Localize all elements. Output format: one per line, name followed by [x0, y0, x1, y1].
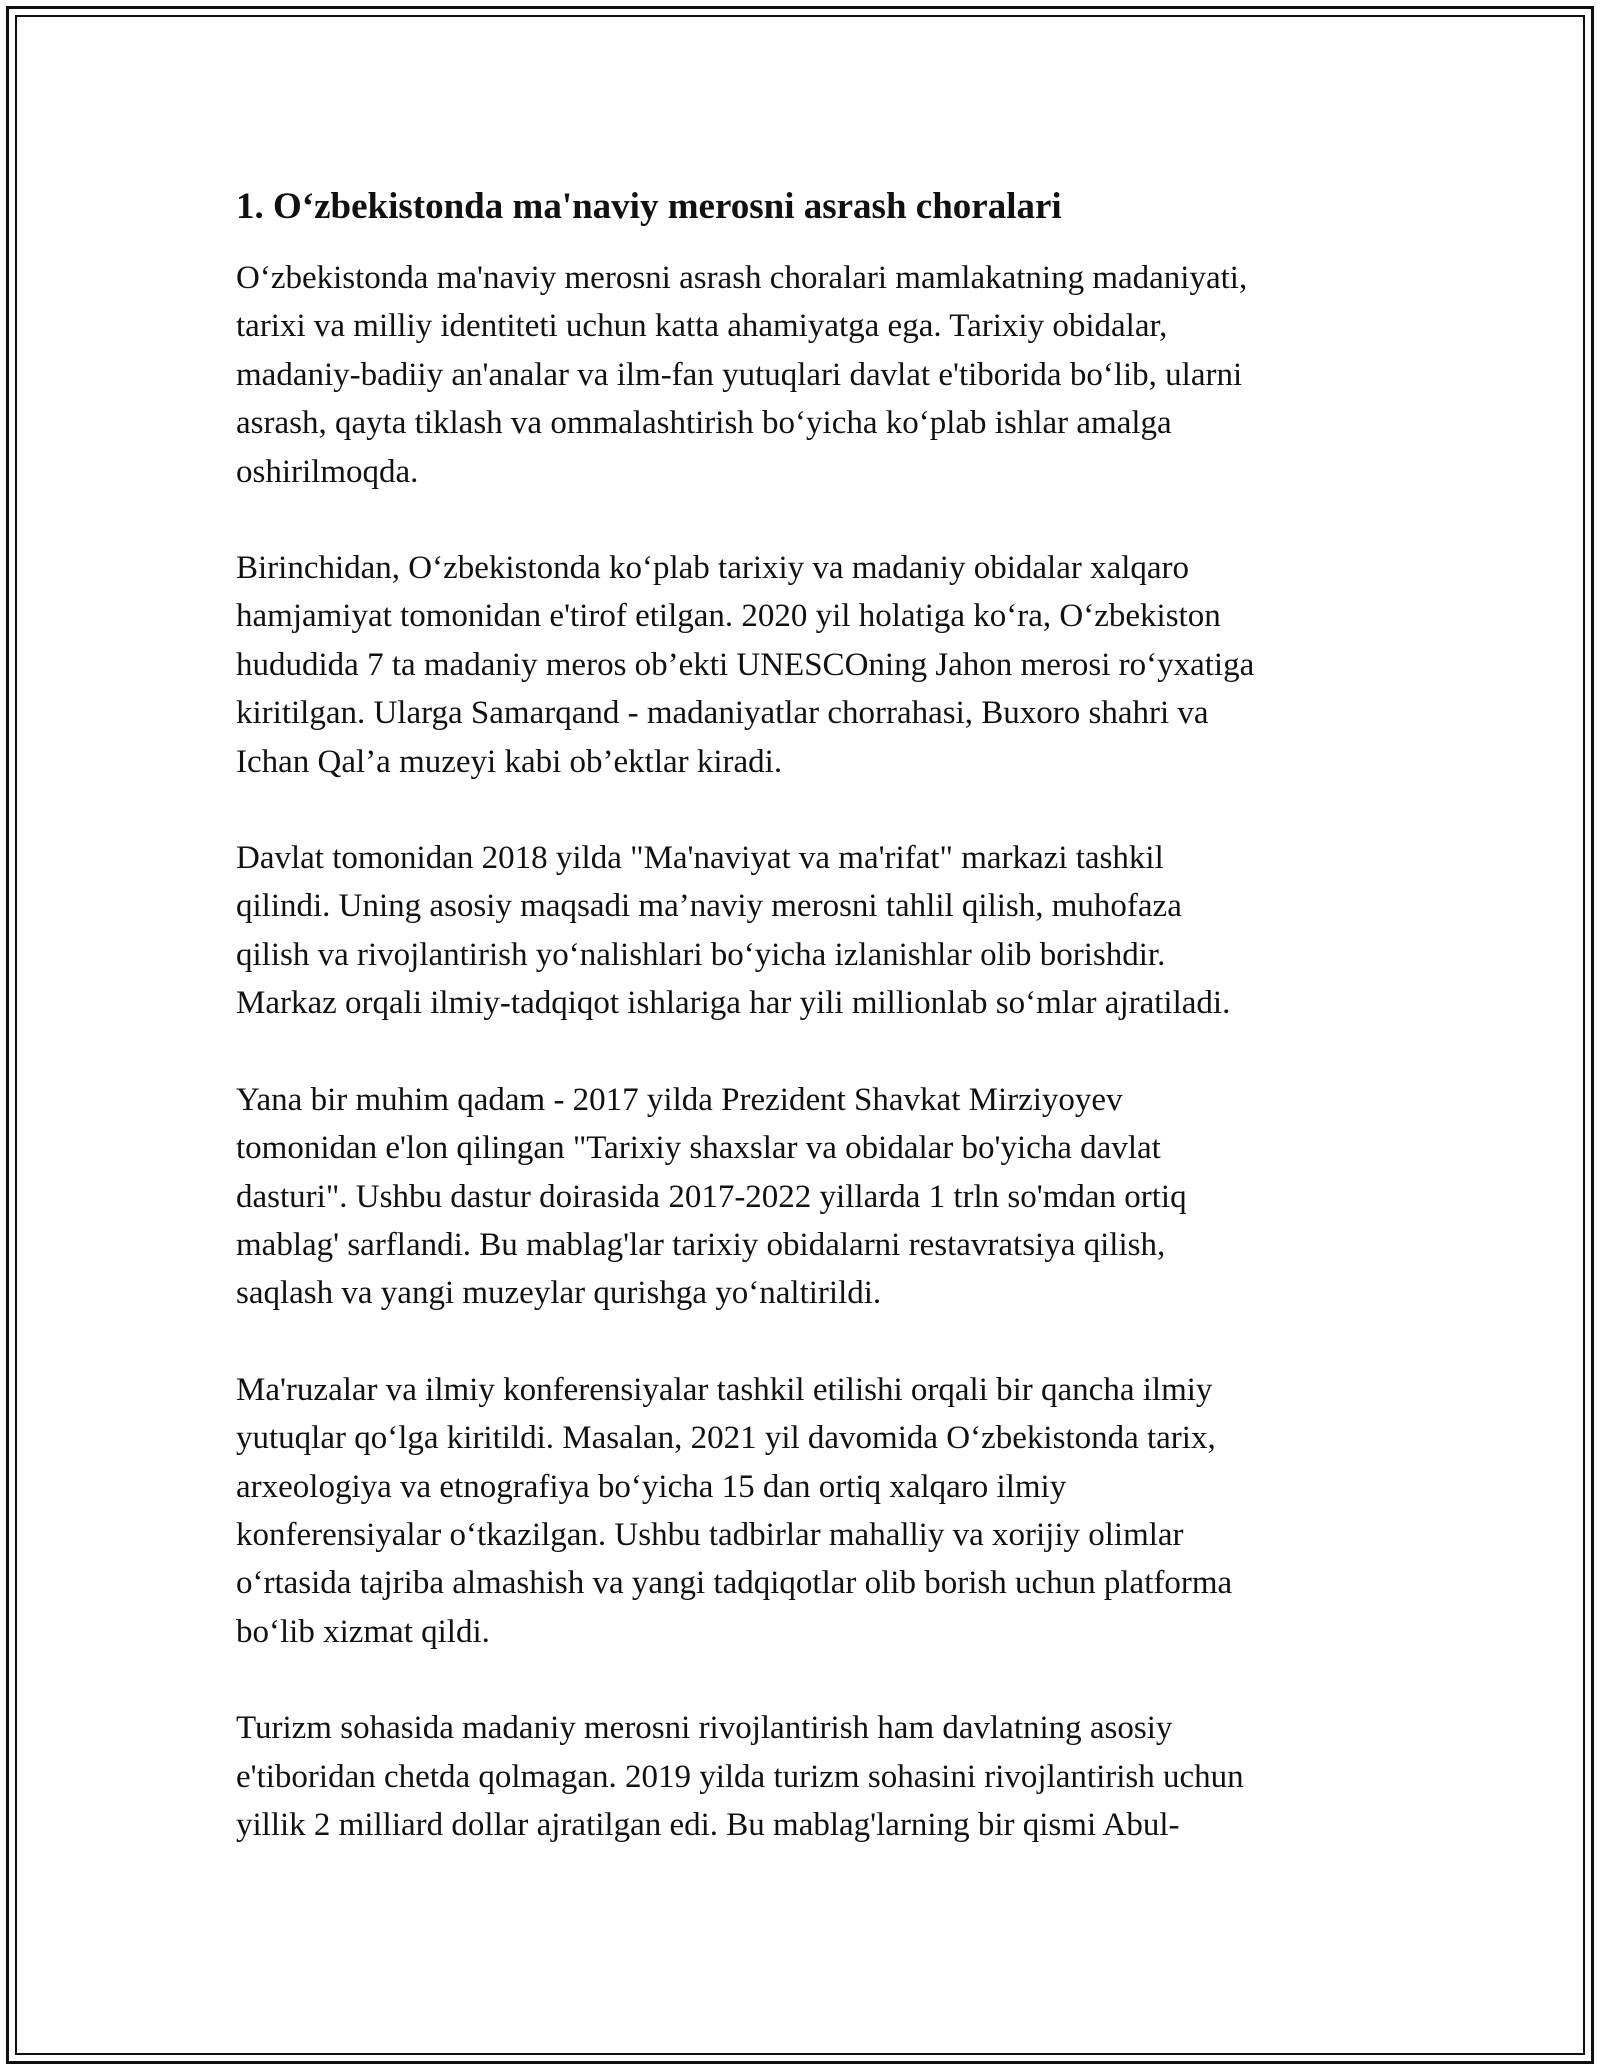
text-line: tarixi va milliy identiteti uchun katta ahamiyatga ega. Tarixiy obidalar, [236, 308, 1168, 345]
text-line: konferensiyalar o‘tkazilgan. Ushbu tadbirlar mahalliy va xorijiy olimlar [236, 1516, 1184, 1553]
text-line: Markaz orqali ilmiy-tadqiqot ishlariga har yili millionlab so‘mlar ajratiladi. [236, 985, 1231, 1022]
text-line: dasturi". Ushbu dastur doirasida 2017-2022 yillarda 1 trln so'mdan ortiq [236, 1178, 1187, 1215]
text-line: yutuqlar qo‘lga kiritildi. Masalan, 2021 yil davomida O‘zbekistonda tarix, [236, 1420, 1216, 1457]
text-line: O‘zbekistonda ma'naviy merosni asrash choralari mamlakatning madaniyati, [236, 260, 1248, 296]
text-line: qilindi. Uning asosiy maqsadi ma’naviy merosni tahlil qilish, muhofaza [236, 888, 1182, 925]
text-line: Turizm sohasida madaniy merosni rivojlantirish ham davlatning asosiy [236, 1710, 1173, 1747]
text-line: mablag' sarflandi. Bu mablag'lar tarixiy obidalarni restavratsiya qilish, [236, 1226, 1166, 1263]
text-line: Ma'ruzalar va ilmiy konferensiyalar tashkil etilishi orqali bir qancha ilmiy [236, 1371, 1213, 1408]
text-line: Ichan Qal’a muzeyi kabi ob’ektlar kiradi. [236, 743, 783, 780]
text-line: Yana bir muhim qadam - 2017 yilda Prezident Shavkat Mirziyoyev [236, 1081, 1123, 1118]
text-line: hududida 7 ta madaniy meros ob’ekti UNESCOning Jahon merosi ro‘yxatiga [236, 646, 1255, 683]
text-line: oshirilmoqda. [236, 453, 419, 490]
section-heading: 1. O‘zbekistonda ma'naviy merosni asrash choralari [236, 186, 1062, 227]
document-body [236, 184, 1376, 1897]
paragraph-unesco [236, 544, 1376, 786]
text-line: madaniy-badiiy an'analar va ilm-fan yutuqlari davlat e'tiborida bo‘lib, ularni [236, 356, 1243, 393]
paragraph-center [236, 834, 1376, 1028]
text-line: qilish va rivojlantirish yo‘nalishlari bo‘yicha izlanishlar olib borishdir. [236, 936, 1166, 973]
text-line: tomonidan e'lon qilingan "Tarixiy shaxslar va obidalar bo'yicha davlat [236, 1130, 1161, 1167]
text-line: kiritilgan. Ularga Samarqand - madaniyatlar chorrahasi, Buxoro shahri va [236, 695, 1209, 732]
paragraph-program [236, 1076, 1376, 1318]
text-line: yillik 2 milliard dollar ajratilgan edi. Bu mablag'larning bir qismi Abul- [236, 1806, 1180, 1843]
paragraph-tourism [236, 1704, 1376, 1849]
text-line: Birinchidan, O‘zbekistonda ko‘plab tarixiy va madaniy obidalar xalqaro [236, 550, 1190, 587]
paragraph-conferences [236, 1366, 1376, 1656]
text-line: e'tiboridan chetda qolmagan. 2019 yilda turizm sohasini rivojlantirish uchun [236, 1758, 1244, 1795]
text-line: arxeologiya va etnografiya bo‘yicha 15 dan ortiq xalqaro ilmiy [236, 1468, 1067, 1505]
text-line: o‘rtasida tajriba almashish va yangi tadqiqotlar olib borish uchun platforma [236, 1565, 1233, 1602]
text-line: asrash, qayta tiklash va ommalashtirish bo‘yicha ko‘plab ishlar amalga [236, 405, 1172, 442]
text-line: hamjamiyat tomonidan e'tirof etilgan. 2020 yil holatiga ko‘ra, O‘zbekiston [236, 598, 1221, 635]
text-line: bo‘lib xizmat qildi. [236, 1613, 490, 1650]
paragraph-intro [236, 254, 1376, 496]
text-line: saqlash va yangi muzeylar qurishga yo‘naltirildi. [236, 1275, 882, 1312]
text-line: Davlat tomonidan 2018 yilda "Ma'naviyat va ma'rifat" markazi tashkil [236, 840, 1164, 877]
